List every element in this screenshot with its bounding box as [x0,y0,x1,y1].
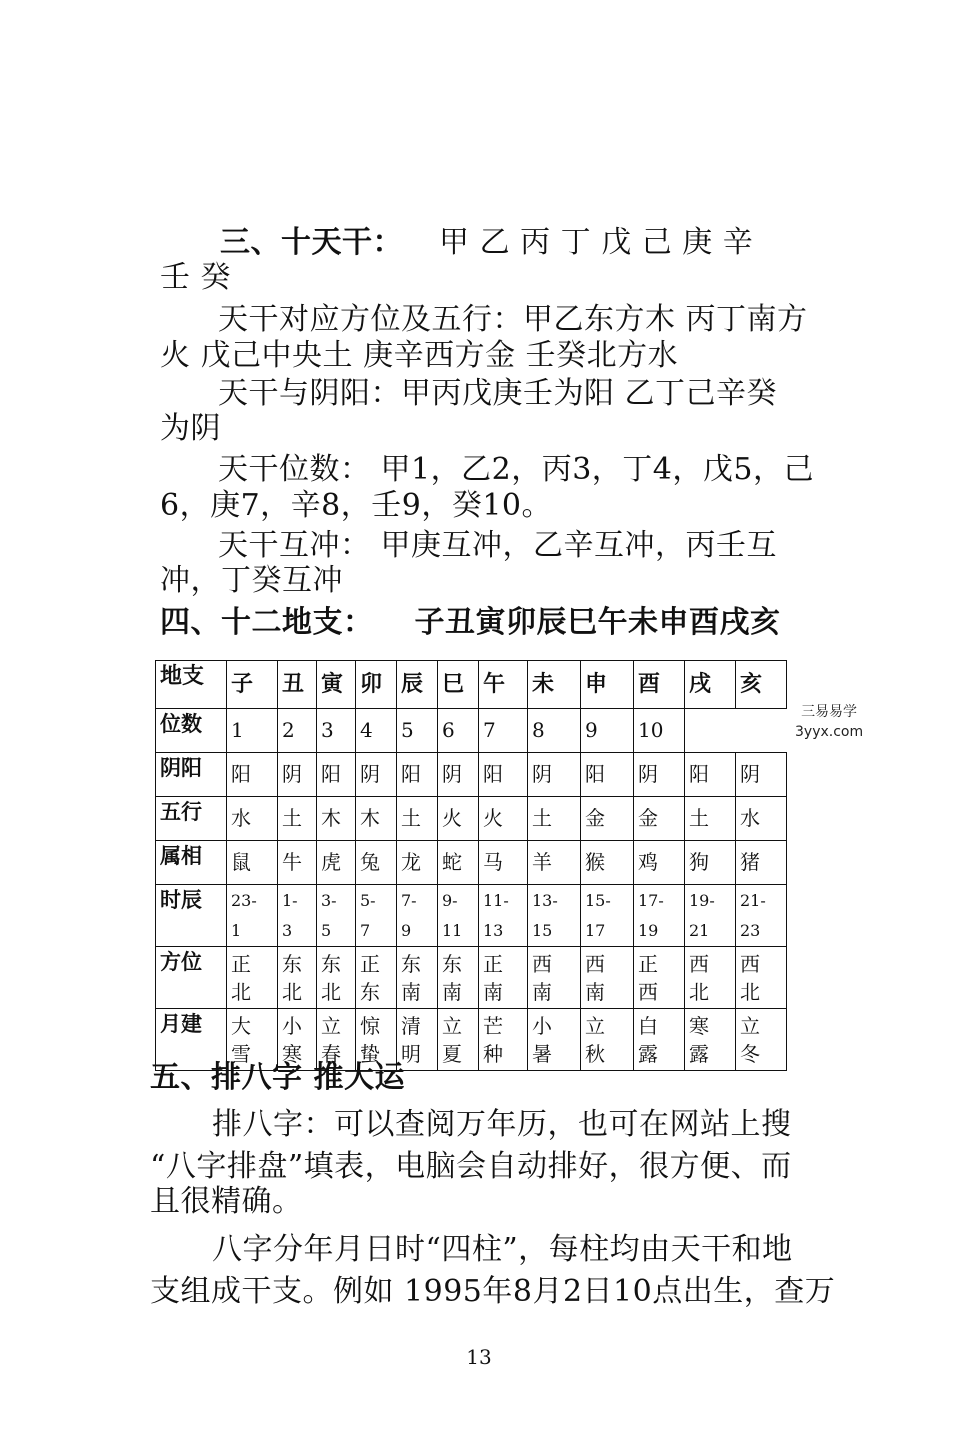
table-cell: 阳 [397,753,438,797]
cell-bottom: 南 [401,979,421,1004]
cell-top: 寒 [689,1013,709,1038]
cell-bottom: 3 [282,920,293,940]
table-cell: 牛 [278,841,317,885]
table-cell [356,947,397,1009]
cell-top: 大 [231,1013,251,1038]
table-cell: 9 [581,709,634,753]
row-label: 方位 [156,947,227,1009]
cell-bottom: 19 [638,920,659,940]
table-row-fangwei [156,947,787,1009]
table-cell [438,1009,479,1071]
stem-number-line2: 6，庚7，辛8，壬9，癸10。 [160,488,553,523]
table-cell [227,885,278,947]
cell-bottom: 7 [360,920,371,940]
stem-yinyang-line2: 为阴 [160,411,221,446]
cell-top: 1- [282,890,298,910]
heavenly-stems-cont: 壬 癸 [160,260,232,295]
cell-top: 西 [532,951,552,976]
cell-bottom: 蛰 [360,1041,380,1066]
section5-p1-line3: 且很精确。 [150,1184,303,1219]
cell-bottom: 雪 [231,1041,251,1066]
table-cell [397,947,438,1009]
earthly-branches-table [155,660,787,1071]
table-cell: 阴 [634,753,685,797]
cell-bottom: 南 [532,979,552,1004]
table-cell: 金 [634,797,685,841]
cell-top: 正 [483,951,503,976]
cell-bottom: 11 [442,920,463,940]
cell-top: 11- [483,890,509,910]
cell-top: 白 [638,1013,658,1038]
table-cell [634,1009,685,1071]
table-row-wuxing [156,797,787,841]
table-header-cell: 丑 [278,661,317,709]
cell-bottom: 种 [483,1041,503,1066]
cell-bottom: 9 [401,920,412,940]
row-label: 五行 [156,797,227,841]
table-row-shuxiang [156,841,787,885]
row-label: 时辰 [156,885,227,947]
cell-bottom: 5 [321,920,332,940]
table-cell: 阴 [528,753,581,797]
cell-top: 5- [360,890,376,910]
table-row-yinyang [156,753,787,797]
table-header-cell: 未 [528,661,581,709]
table-cell-empty [685,709,787,753]
cell-bottom: 露 [638,1041,658,1066]
cell-bottom: 南 [585,979,605,1004]
cell-bottom: 春 [321,1041,341,1066]
cell-bottom: 南 [483,979,503,1004]
cell-top: 立 [442,1013,462,1038]
cell-top: 3- [321,890,337,910]
table-cell [438,885,479,947]
table-cell: 10 [634,709,685,753]
stem-yinyang-line1: 天干与阴阳：甲丙戊庚壬为阳 乙丁己辛癸 [218,376,778,411]
table-cell: 龙 [397,841,438,885]
table-cell [317,885,356,947]
stem-direction-line1: 天干对应方位及五行：甲乙东方木 丙丁南方 [218,302,808,337]
table-header-cell: 亥 [736,661,787,709]
cell-top: 9- [442,890,458,910]
table-cell: 木 [317,797,356,841]
table-cell: 猴 [581,841,634,885]
table-header-cell: 子 [227,661,278,709]
table-header-cell: 寅 [317,661,356,709]
table-cell: 土 [278,797,317,841]
table-cell [479,1009,528,1071]
cell-top: 西 [689,951,709,976]
site-watermark [795,702,863,742]
table-cell: 阳 [685,753,736,797]
table-cell: 4 [356,709,397,753]
row-label: 月建 [156,1009,227,1071]
table-cell: 1 [227,709,278,753]
page-number: 13 [466,1345,492,1369]
cell-bottom: 南 [442,979,462,1004]
cell-top: 正 [231,951,251,976]
table-cell: 鸡 [634,841,685,885]
cell-bottom: 北 [321,979,341,1004]
cell-bottom: 露 [689,1041,709,1066]
table-cell: 5 [397,709,438,753]
cell-top: 21- [740,890,766,910]
cell-top: 清 [401,1013,421,1038]
cell-top: 立 [740,1013,760,1038]
table-header-cell: 地支 [156,661,227,709]
cell-bottom: 暑 [532,1041,552,1066]
table-cell: 8 [528,709,581,753]
watermark-line1: 三易易学 [801,704,858,720]
table-cell: 土 [397,797,438,841]
cell-bottom: 秋 [585,1041,605,1066]
section3-title-line [220,225,753,261]
table-cell [685,885,736,947]
table-header-cell: 辰 [397,661,438,709]
cell-bottom: 北 [740,979,760,1004]
cell-top: 小 [282,1013,302,1038]
stem-clash-line1: 天干互冲： 甲庚互冲，乙辛互冲，丙壬互 [218,528,778,563]
row-label: 阴阳 [156,753,227,797]
table-row-numbers [156,709,787,753]
table-cell [736,947,787,1009]
table-cell: 虎 [317,841,356,885]
table-cell [479,885,528,947]
section5-heading: 五、排八字 推大运 [150,1060,405,1095]
cell-bottom: 明 [401,1041,421,1066]
table-cell [227,947,278,1009]
cell-top: 惊 [360,1013,380,1038]
table-cell: 阳 [317,753,356,797]
cell-bottom: 夏 [442,1041,462,1066]
table-header-cell: 申 [581,661,634,709]
cell-top: 正 [638,951,658,976]
table-row-shichen [156,885,787,947]
cell-bottom: 23 [740,920,761,940]
cell-top: 东 [442,951,462,976]
cell-top: 东 [321,951,341,976]
table-cell: 马 [479,841,528,885]
table-cell [736,885,787,947]
table-cell: 阴 [438,753,479,797]
cell-bottom: 17 [585,920,606,940]
cell-bottom: 寒 [282,1041,302,1066]
table-cell: 蛇 [438,841,479,885]
cell-bottom: 北 [689,979,709,1004]
cell-top: 立 [321,1013,341,1038]
table-cell [278,947,317,1009]
table-cell [479,947,528,1009]
cell-bottom: 冬 [740,1041,760,1066]
table-cell: 羊 [528,841,581,885]
cell-top: 正 [360,951,380,976]
row-label: 位数 [156,709,227,753]
section5-p2-line2: 支组成干支。例如 1995年8月2日10点出生，查万 [150,1274,836,1309]
table-cell: 水 [227,797,278,841]
table-cell: 狗 [685,841,736,885]
section4-heading: 四、十二地支： [160,605,374,640]
cell-bottom: 东 [360,979,380,1004]
cell-bottom: 13 [483,920,504,940]
cell-top: 小 [532,1013,552,1038]
cell-top: 西 [740,951,760,976]
cell-bottom: 21 [689,920,710,940]
section5-p2-line1: 八字分年月日时“四柱”，每柱均由天干和地 [212,1232,793,1267]
heavenly-stems-list: 甲 乙 丙 丁 戊 己 庚 辛 [439,225,754,260]
cell-top: 7- [401,890,417,910]
section5-p1-line2: “八字排盘”填表，电脑会自动排好，很方便、而 [150,1149,792,1184]
table-header-cell: 戌 [685,661,736,709]
section4-title-line [160,605,780,641]
table-cell [528,947,581,1009]
table-cell [634,885,685,947]
stem-number-line1: 天干位数： 甲1，乙2，丙3，丁4，戊5，己 [218,452,814,487]
section3-heading: 三、十天干： [220,225,403,260]
table-cell: 鼠 [227,841,278,885]
watermark-line2: 3yyx.com [795,724,864,740]
row-label: 属相 [156,841,227,885]
table-cell: 猪 [736,841,787,885]
cell-top: 17- [638,890,664,910]
table-cell [438,947,479,1009]
table-cell: 阳 [479,753,528,797]
cell-top: 西 [585,951,605,976]
table-cell [278,885,317,947]
table-cell [685,947,736,1009]
table-cell: 兔 [356,841,397,885]
table-cell: 火 [479,797,528,841]
cell-top: 立 [585,1013,605,1038]
table-cell [581,947,634,1009]
earthly-branches-list: 子丑寅卯辰巳午未申酉戌亥 [414,605,781,640]
cell-top: 东 [282,951,302,976]
cell-top: 芒 [483,1013,503,1038]
table-cell: 6 [438,709,479,753]
cell-bottom: 西 [638,979,658,1004]
table-cell: 金 [581,797,634,841]
table-cell: 火 [438,797,479,841]
table-header-cell: 巳 [438,661,479,709]
table-cell: 阳 [581,753,634,797]
cell-top: 19- [689,890,715,910]
table-cell: 阴 [736,753,787,797]
table-cell: 木 [356,797,397,841]
table-cell: 土 [685,797,736,841]
table-header-cell: 午 [479,661,528,709]
section5-p1-line1: 排八字：可以查阅万年历，也可在网站上搜 [212,1107,792,1142]
cell-top: 23- [231,890,257,910]
table-cell: 阴 [356,753,397,797]
cell-top: 15- [585,890,611,910]
table-cell [528,885,581,947]
table-header-cell: 酉 [634,661,685,709]
table-cell: 阳 [227,753,278,797]
table-header-row [156,661,787,709]
table-cell: 7 [479,709,528,753]
table-header-cell: 卯 [356,661,397,709]
cell-bottom: 15 [532,920,553,940]
table-cell [581,885,634,947]
table-cell: 3 [317,709,356,753]
table-cell [356,885,397,947]
table-cell: 土 [528,797,581,841]
table-cell [736,1009,787,1071]
table-cell [685,1009,736,1071]
table-cell [397,885,438,947]
table-cell [634,947,685,1009]
table-cell [317,947,356,1009]
cell-bottom: 北 [282,979,302,1004]
table-cell [528,1009,581,1071]
table-cell: 阴 [278,753,317,797]
table-cell: 2 [278,709,317,753]
cell-top: 东 [401,951,421,976]
table-cell [581,1009,634,1071]
cell-bottom: 北 [231,979,251,1004]
stem-direction-line2: 火 戊己中央土 庚辛西方金 壬癸北方水 [160,338,679,373]
table-cell: 水 [736,797,787,841]
cell-bottom: 1 [231,920,242,940]
stem-clash-line2: 冲，丁癸互冲 [160,563,343,598]
cell-top: 13- [532,890,558,910]
